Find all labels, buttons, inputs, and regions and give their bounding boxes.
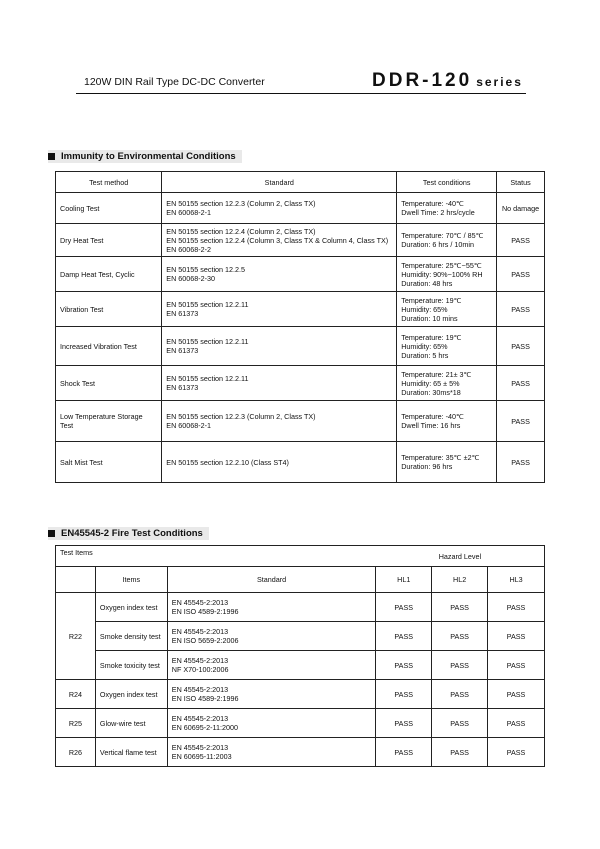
hazard-result-cell: PASS (432, 622, 488, 651)
text-line: EN 50155 section 12.2.11 (166, 300, 249, 309)
text-line: Humidity: 65 ± 5% (401, 378, 460, 388)
standard-cell (162, 366, 397, 401)
status-cell: PASS (497, 442, 545, 483)
item-cell: Smoke density test (95, 622, 167, 651)
standard-cell (167, 709, 376, 738)
env-header-cell: Test method (56, 172, 162, 193)
text-line: Temperature: 25℃~55℃ (401, 260, 482, 270)
header-rule (76, 93, 526, 94)
group-code-cell: R25 (56, 709, 96, 738)
env-row (56, 327, 545, 366)
fire-header-cell: HL2 (432, 567, 488, 593)
test-method-cell: Damp Heat Test, Cyclic (56, 257, 162, 292)
text-line: EN 60068-2-2 (166, 244, 212, 254)
fire-row (56, 622, 545, 651)
group-code-cell: R22 (56, 593, 96, 680)
fire-row (56, 738, 545, 767)
hazard-result-cell: PASS (488, 651, 545, 680)
test-method-cell: Low Temperature Storage Test (56, 401, 162, 442)
text-line: NF X70-100:2006 (171, 665, 229, 674)
model-series: series (476, 75, 523, 89)
test-items-cell (56, 546, 376, 567)
hazard-result-cell: PASS (488, 680, 545, 709)
text-line: Temperature: 35℃ ±2℃ (401, 453, 480, 462)
hazard-result-cell: PASS (376, 651, 432, 680)
group-code-cell: R24 (56, 680, 96, 709)
status-cell: No damage (497, 193, 545, 224)
env-row (56, 224, 545, 257)
conditions-cell (397, 224, 497, 257)
text-line: EN ISO 5659-2:2006 (171, 636, 239, 645)
conditions-cell (397, 401, 497, 442)
text-line: Duration: 6 hrs / 10min (401, 240, 474, 249)
status-cell: PASS (497, 224, 545, 257)
item-cell: Oxygen index test (95, 593, 167, 622)
env-row (56, 292, 545, 327)
text-line: Humidity: 65% (401, 341, 448, 351)
hazard-result-cell: PASS (432, 680, 488, 709)
fire-header-cell: Items (95, 567, 167, 593)
test-method-cell: Dry Heat Test (56, 224, 162, 257)
fire-row (56, 709, 545, 738)
standard-cell (167, 738, 376, 767)
fire-header-row (56, 567, 545, 593)
fire-header-cell: HL1 (376, 567, 432, 593)
item-cell: Oxygen index test (95, 680, 167, 709)
env-header-cell: Test conditions (397, 172, 497, 193)
text-line: EN 45545-2:2013 (171, 627, 229, 636)
hazard-result-cell: PASS (376, 738, 432, 767)
text-line: Duration: 30ms*18 (401, 387, 461, 397)
bullet-square-icon (48, 153, 55, 160)
group-header-cell (56, 567, 96, 593)
text-line: Humidity: 90%~100% RH (401, 269, 483, 279)
status-cell: PASS (497, 401, 545, 442)
standard-cell (162, 401, 397, 442)
status-cell: PASS (497, 257, 545, 292)
hazard-result-cell: PASS (488, 593, 545, 622)
env-table (55, 171, 545, 483)
text-line: EN 50155 section 12.2.10 (Class ST4) (166, 457, 289, 467)
conditions-cell (397, 442, 497, 483)
model-name: DDR-120 (372, 70, 473, 91)
text-line: Duration: 48 hrs (401, 278, 453, 288)
text-line: EN 61373 (166, 346, 199, 355)
hazard-result-cell: PASS (432, 738, 488, 767)
bullet-square-icon (48, 530, 55, 537)
env-header-cell: Standard (162, 172, 397, 193)
hazard-result-cell: PASS (432, 709, 488, 738)
hazard-level-cell: Hazard Level (376, 546, 545, 567)
status-cell: PASS (497, 327, 545, 366)
hazard-result-cell: PASS (488, 709, 545, 738)
text-line: Duration: 5 hrs (401, 350, 449, 360)
env-section-title (48, 150, 242, 163)
text-line: EN 45545-2:2013 (171, 598, 229, 607)
conditions-cell (397, 193, 497, 224)
standard-cell (167, 680, 376, 709)
item-cell: Smoke toxicity test (95, 651, 167, 680)
status-cell: PASS (497, 292, 545, 327)
text-line: EN 50155 section 12.2.4 (Column 3, Class TX & Column 4, Class TX) (166, 235, 389, 245)
test-method-cell: Increased Vibration Test (56, 327, 162, 366)
text-line: EN 60695-11:2003 (171, 752, 232, 761)
text-line: EN 50155 section 12.2.11 (166, 337, 249, 346)
hazard-result-cell: PASS (376, 709, 432, 738)
standard-cell (162, 292, 397, 327)
text-line: Temperature: -40℃ (401, 199, 465, 208)
text-line: EN ISO 4589-2:1996 (171, 607, 239, 616)
text-line: EN 60068-2-30 (166, 274, 216, 283)
standard-cell (162, 442, 397, 483)
conditions-cell (397, 292, 497, 327)
text-line: EN 50155 section 12.2.5 (166, 265, 246, 274)
fire-header-cell: Standard (167, 567, 376, 593)
text-line: EN 61373 (166, 383, 199, 392)
text-line: Duration: 10 mins (401, 313, 458, 323)
test-method-cell: Shock Test (56, 366, 162, 401)
fire-title-row (56, 546, 545, 567)
hazard-result-cell: PASS (376, 680, 432, 709)
text-line: EN 45545-2:2013 (171, 714, 229, 723)
fire-header-cell: HL3 (488, 567, 545, 593)
product-subtitle: 120W DIN Rail Type DC-DC Converter (84, 76, 265, 88)
text-line: EN 60695-2-11:2000 (171, 723, 238, 732)
text-line: EN 50155 section 12.2.3 (Column 2, Class TX) (166, 199, 316, 208)
test-items-label: Test Items (60, 548, 93, 557)
text-line: EN 61373 (166, 309, 199, 318)
page-header (76, 64, 526, 94)
text-line: Temperature: 19℃ (401, 295, 462, 305)
item-cell: Vertical flame test (95, 738, 167, 767)
status-cell: PASS (497, 366, 545, 401)
text-line: EN 45545-2:2013 (171, 743, 229, 752)
fire-section-title (48, 527, 209, 540)
text-line: EN 60068-2-1 (166, 208, 212, 217)
hazard-result-cell: PASS (432, 593, 488, 622)
fire-title-text: EN45545-2 Fire Test Conditions (61, 528, 203, 539)
hazard-result-cell: PASS (488, 738, 545, 767)
test-method-cell: Salt Mist Test (56, 442, 162, 483)
standard-cell (167, 593, 376, 622)
hazard-result-cell: PASS (376, 593, 432, 622)
standard-cell (167, 622, 376, 651)
env-row (56, 401, 545, 442)
fire-row (56, 680, 545, 709)
conditions-cell (397, 257, 497, 292)
hazard-result-cell: PASS (432, 651, 488, 680)
text-line: EN 50155 section 12.2.3 (Column 2, Class TX) (166, 412, 316, 421)
text-line: Temperature: 21± 3℃ (401, 369, 472, 379)
standard-cell (167, 651, 376, 680)
env-row (56, 193, 545, 224)
env-header-row (56, 172, 545, 193)
text-line: EN 45545-2:2013 (171, 656, 229, 665)
item-cell: Glow-wire test (95, 709, 167, 738)
text-line: Duration: 96 hrs (401, 462, 453, 471)
hazard-result-cell: PASS (488, 622, 545, 651)
text-line: EN 45545-2:2013 (171, 685, 229, 694)
text-line: EN 50155 section 12.2.11 (166, 374, 249, 383)
text-line: Dwell Time: 2 hrs/cycle (401, 208, 475, 217)
text-line: EN 60068-2-1 (166, 421, 212, 430)
text-line: Temperature: 19℃ (401, 332, 462, 342)
text-line: Dwell Time: 16 hrs (401, 421, 461, 430)
fire-row (56, 651, 545, 680)
text-line: Humidity: 65% (401, 304, 448, 314)
env-header-cell: Status (497, 172, 545, 193)
env-row (56, 442, 545, 483)
test-method-cell: Vibration Test (56, 292, 162, 327)
standard-cell (162, 193, 397, 224)
model-title (372, 70, 523, 92)
env-row (56, 366, 545, 401)
standard-cell (162, 327, 397, 366)
fire-table (55, 545, 545, 767)
conditions-cell (397, 327, 497, 366)
text-line: Temperature: -40℃ (401, 412, 465, 421)
env-row (56, 257, 545, 292)
conditions-cell (397, 366, 497, 401)
hazard-result-cell: PASS (376, 622, 432, 651)
fire-row (56, 593, 545, 622)
env-title-text: Immunity to Environmental Conditions (61, 151, 236, 162)
test-method-cell: Cooling Test (56, 193, 162, 224)
standard-cell (162, 257, 397, 292)
text-line: Temperature: 70℃ / 85℃ (401, 231, 484, 240)
text-line: EN ISO 4589-2:1996 (171, 694, 239, 703)
standard-cell (162, 224, 397, 257)
text-line: EN 50155 section 12.2.4 (Column 2, Class TX) (166, 226, 316, 236)
group-code-cell: R26 (56, 738, 96, 767)
